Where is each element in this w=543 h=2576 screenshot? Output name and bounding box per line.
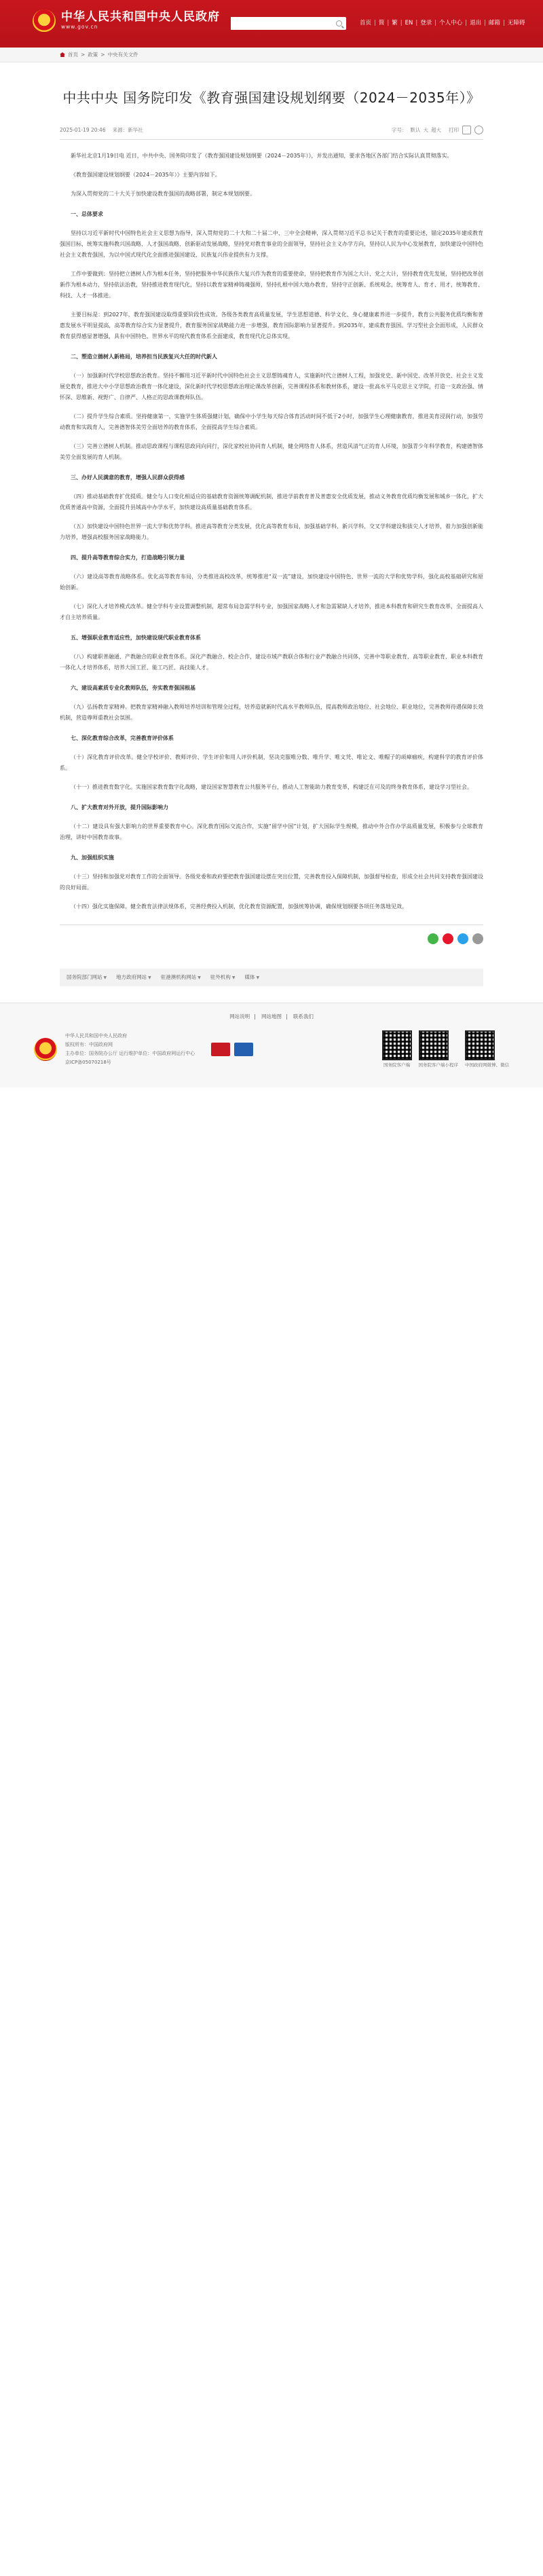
link-traditional[interactable]: 繁 bbox=[392, 20, 398, 26]
chevron-down-icon: ▼ bbox=[256, 975, 260, 980]
related-link-local-gov[interactable] bbox=[116, 973, 151, 982]
paragraph: （十一）推进教育数字化。实施国家教育数字化战略，建设国家智慧教育公共服务平台，推动人工智能助力教育变革，构建泛在可及的终身教育体系，建设学习型社会。 bbox=[71, 784, 472, 790]
qr-app bbox=[382, 1030, 412, 1068]
gov-verify-badge-icon[interactable] bbox=[234, 1043, 253, 1056]
separator: | bbox=[400, 20, 402, 26]
qr-miniprogram bbox=[419, 1030, 459, 1068]
link-home[interactable]: 首页 bbox=[360, 20, 372, 26]
related-link-label: 媒体 bbox=[244, 974, 255, 980]
footer-org: 中华人民共和国中央人民政府 bbox=[65, 1032, 127, 1039]
weibo-icon[interactable] bbox=[443, 933, 453, 944]
footer-links: 网站说明 | 网站地图 | 联系我们 bbox=[229, 1013, 314, 1020]
footer-main bbox=[34, 1030, 509, 1068]
search-icon[interactable] bbox=[336, 20, 342, 26]
link-accessibility[interactable]: 无障碍 bbox=[507, 20, 525, 26]
paragraph: （七）深化人才培养模式改革。健全学科专业设置调整机制，超常布局急需学科专业，加强国家战略人才和急需紧缺人才培养，推进本科教育和研究生教育改革，全面提高人才自主培养质量。 bbox=[60, 603, 483, 620]
section-heading: 三、办好人民满意的教育，增强人民群众获得感 bbox=[71, 474, 185, 481]
related-link-ministries[interactable] bbox=[67, 973, 107, 982]
chevron-down-icon: ▼ bbox=[231, 975, 236, 980]
footer-icp[interactable]: 京ICP备05070218号 bbox=[65, 1060, 111, 1066]
qr-code-icon bbox=[382, 1030, 412, 1060]
site-title: 中华人民共和国中央人民政府 bbox=[61, 10, 220, 24]
paragraph: 工作中要做到：坚持把立德树人作为根本任务，坚持把服务中华民族伟大复兴作为教育的重要使命，坚持把教育作为国之大计、党之大计，坚持教育优先发展，坚持把改革创新作为根本动力，坚持依法治教，坚持推进教育现代化，坚持以教育家精神铸魂强师，坚持扎根中国大地办教育，坚持守正创新、系统观念，统筹育人、育才、用才，统筹教育、科技、人才一体推进。 bbox=[60, 271, 483, 299]
qr-code-icon bbox=[465, 1030, 495, 1060]
breadcrumb bbox=[0, 48, 543, 62]
separator: | bbox=[484, 20, 486, 26]
breadcrumb-separator: > bbox=[100, 51, 105, 58]
paragraph: 新华社北京1月19日电 近日，中共中央、国务院印发了《教育强国建设规划纲要（2024－2035年）》，并发出通知，要求各地区各部门结合实际认真贯彻落实。 bbox=[71, 153, 453, 159]
related-link-label: 国务院部门网站 bbox=[67, 974, 102, 980]
article-title: 中共中央 国务院印发《教育强国建设规划纲要（2024－2035年）》 bbox=[62, 90, 481, 106]
publish-date: 2025-01-19 20:46 bbox=[60, 126, 106, 133]
separator: | bbox=[465, 20, 468, 26]
section-heading: 五、增强职业教育适应性，加快建设现代职业教育体系 bbox=[71, 635, 201, 641]
breadcrumb-home[interactable]: 首页 bbox=[68, 51, 78, 58]
print-label[interactable]: 打印 bbox=[449, 126, 459, 133]
paragraph: （九）弘扬教育家精神。把教育家精神融入教师培养培训和管理全过程，培养造就新时代高水平教师队伍，提高教师政治地位、社会地位、职业地位，完善教师待遇保障长效机制，营造尊师重教社会氛围。 bbox=[60, 704, 483, 721]
chevron-down-icon: ▼ bbox=[198, 975, 201, 980]
share-bar bbox=[60, 925, 483, 944]
paragraph: （二）提升学生综合素质。坚持健康第一，实施学生体质强健计划，确保中小学生每天综合体育活动时间不低于2小时，加强学生心理健康教育，推进美育浸润行动，加强劳动教育和实践育人，完善德智体美劳全面培养的教育体系，全面提高学生综合素质。 bbox=[60, 413, 483, 430]
paragraph: （十四）强化实施保障。健全教育法律法规体系，完善经费投入机制，优化教育资源配置，加强统筹协调，确保规划纲要各项任务落地见效。 bbox=[71, 903, 407, 910]
footer-badges bbox=[211, 1043, 253, 1056]
paragraph: （十二）建设具有强大影响力的世界重要教育中心。深化教育国际交流合作，实施“留学中国”计划，扩大国际学生规模，推动中外合作办学高质量发展，积极参与全球教育治理，讲好中国教育故事。 bbox=[60, 823, 483, 840]
footer-link-sitemap[interactable]: 网站地图 bbox=[261, 1013, 282, 1020]
copy-link-icon[interactable] bbox=[472, 933, 483, 944]
article bbox=[60, 62, 483, 912]
national-emblem-icon bbox=[33, 10, 56, 33]
breadcrumb-separator: > bbox=[81, 51, 86, 58]
wechat-icon[interactable] bbox=[428, 933, 438, 944]
separator: | bbox=[374, 20, 376, 26]
source-value: 新华社 bbox=[128, 126, 143, 133]
paragraph: （三）完善立德树人机制。推动思政课程与课程思政同向同行，深化家校社协同育人机制，健全网络育人体系，营造风清气正的育人环境，加强青少年科学教育，构建德智体美劳全面发展的育人机制。 bbox=[60, 443, 483, 460]
paragraph: （六）建设高等教育战略体系。优化高等教育布局，分类推进高校改革，统筹推进“双一流”建设，加快建设中国特色、世界一流的大学和优势学科，强化高校基础研究和原始创新。 bbox=[60, 574, 483, 591]
paragraph: 主要目标是：到2027年，教育强国建设取得重要阶段性成效。各级各类教育高质量发展，学生思想道德、科学文化、身心健康素养进一步提升，教育公共服务优质均衡和普惠发展水平明显提高，高等教育综合实力显著提升，教育服务国家战略能力进一步增强，教育国际影响力显著提升。到2035年，建成教育强国。学习型社会全面形成，人民群众教育获得感显著增强，具有中国特色、世界水平的现代教育体系全面建成，教育现代化总体实现。 bbox=[60, 312, 483, 339]
site-header bbox=[0, 0, 543, 48]
qr-social bbox=[465, 1030, 509, 1068]
paragraph: （八）构建职普融通、产教融合的职业教育体系。深化产教融合、校企合作，建设市域产教联合体和行业产教融合共同体，完善中等职业教育、高等职业教育、职业本科教育一体化人才培养体系，培养大国工匠、能工巧匠、高技能人才。 bbox=[60, 654, 483, 671]
site-footer bbox=[0, 1003, 543, 1087]
search-input[interactable] bbox=[231, 17, 329, 30]
section-heading: 一、总体要求 bbox=[71, 211, 103, 217]
qr-codes bbox=[382, 1030, 510, 1068]
qr-code-icon bbox=[419, 1030, 449, 1060]
source-label: 来源： bbox=[112, 126, 128, 133]
article-meta bbox=[60, 126, 483, 140]
related-link-hk-macao[interactable] bbox=[161, 973, 201, 982]
footer-link-about[interactable]: 网站说明 bbox=[229, 1013, 250, 1020]
paragraph: （十三）坚持和加强党对教育工作的全面领导。各级党委和政府要把教育强国建设摆在突出位置，完善教育投入保障机制，加强督导检查，形成全社会共同支持教育强国建设的良好局面。 bbox=[60, 874, 483, 891]
qq-icon[interactable] bbox=[457, 933, 468, 944]
footer-link-contact[interactable]: 联系我们 bbox=[293, 1013, 314, 1020]
link-english[interactable]: EN bbox=[405, 20, 413, 26]
related-link-label: 驻外机构 bbox=[210, 974, 231, 980]
font-size-default[interactable]: 默认 bbox=[410, 126, 421, 133]
home-icon bbox=[60, 52, 65, 57]
section-heading: 九、加强组织实施 bbox=[71, 855, 114, 861]
qr-label: 中国政府网微博、微信 bbox=[465, 1062, 509, 1068]
national-emblem-icon bbox=[34, 1038, 57, 1061]
paragraph: 《教育强国建设规划纲要（2024－2035年）》主要内容如下。 bbox=[71, 172, 221, 178]
paragraph: （一）加强新时代学校思想政治教育。坚持不懈用习近平新时代中国特色社会主义思想铸魂育人，实施新时代立德树人工程，加强党史、新中国史、改革开放史、社会主义发展史教育，推进大中小学思想政治教育一体化建设，深化新时代学校思想政治理论课改革创新，完善课程体系和教材体系，建设一批高水平马克思主义学院，打造一支政治强、情怀深、思维新、视野广、自律严、人格正的思政课教师队伍。 bbox=[60, 373, 483, 400]
separator: | bbox=[387, 20, 390, 26]
footer-sponsor: 主办单位：国务院办公厅 运行维护单位：中国政府网运行中心 bbox=[65, 1051, 195, 1057]
print-icon[interactable] bbox=[462, 126, 471, 134]
share-icon[interactable] bbox=[474, 126, 483, 134]
paragraph: （十）深化教育评价改革。健全学校评价、教师评价、学生评价和用人评价机制，坚决克服唯分数、唯升学、唯文凭、唯论文、唯帽子的顽瘴痼疾，构建科学的教育评价体系。 bbox=[60, 754, 483, 771]
section-heading: 二、塑造立德树人新格局，培养担当民族复兴大任的时代新人 bbox=[71, 354, 217, 360]
breadcrumb-policy[interactable]: 政策 bbox=[88, 51, 98, 58]
paragraph: 为深入贯彻党的二十大关于加快建设教育强国的战略部署，制定本规划纲要。 bbox=[71, 191, 255, 197]
related-link-label: 驻港澳机构网站 bbox=[160, 974, 197, 980]
footer-info bbox=[65, 1032, 195, 1068]
separator: | bbox=[502, 20, 505, 26]
link-logout[interactable]: 退出 bbox=[470, 20, 482, 26]
section-heading: 六、建设高素质专业化教师队伍，夯实教育强国根基 bbox=[71, 685, 195, 691]
link-login[interactable]: 登录 bbox=[420, 20, 432, 26]
search-box bbox=[231, 17, 346, 30]
related-link-overseas[interactable] bbox=[210, 973, 236, 982]
site-brand[interactable] bbox=[33, 10, 220, 33]
section-heading: 四、提升高等教育综合实力，打造战略引领力量 bbox=[71, 555, 185, 561]
font-size-xlarge[interactable]: 超大 bbox=[431, 126, 441, 133]
separator: | bbox=[434, 20, 437, 26]
top-links bbox=[360, 19, 525, 29]
article-tools bbox=[392, 126, 483, 134]
font-size-large[interactable]: 大 bbox=[423, 126, 428, 133]
breadcrumb-current[interactable]: 中央有关文件 bbox=[107, 51, 138, 58]
paragraph: （五）加快建设中国特色世界一流大学和优势学科。推进高等教育分类发展，优化高等教育布局，加强基础学科、新兴学科、交叉学科建设和拔尖人才培养，着力加强创新能力培养，增强高校服务国家战略能力。 bbox=[60, 523, 483, 540]
section-heading: 八、扩大教育对外开放，提升国际影响力 bbox=[71, 804, 168, 810]
footer-copyright: 版权所有：中国政府网 bbox=[65, 1041, 113, 1047]
link-simplified[interactable]: 简 bbox=[378, 20, 385, 26]
separator: | bbox=[415, 20, 418, 26]
related-links-bar bbox=[60, 969, 483, 986]
party-gov-badge-icon[interactable] bbox=[211, 1043, 230, 1056]
qr-label: 国务院客户端小程序 bbox=[418, 1062, 458, 1068]
section-heading: 七、深化教育综合改革，完善教育评价体系 bbox=[71, 735, 174, 741]
link-mail[interactable]: 邮箱 bbox=[488, 20, 500, 26]
related-link-label: 地方政府网站 bbox=[116, 974, 147, 980]
chevron-down-icon: ▼ bbox=[148, 975, 151, 980]
font-size-label: 字号： bbox=[392, 126, 407, 133]
paragraph: （四）推动基础教育扩优提质。健全与人口变化相适应的基础教育资源统筹调配机制，推进学前教育普及普惠安全优质发展，推动义务教育优质均衡发展和城乡一体化，扩大优质普通高中资源，全面提升县域高中办学水平，加快建设高质量基础教育体系。 bbox=[60, 493, 483, 510]
article-source bbox=[113, 126, 143, 134]
link-personal-center[interactable]: 个人中心 bbox=[439, 20, 463, 26]
font-size-options bbox=[411, 126, 442, 134]
related-link-media[interactable] bbox=[245, 973, 260, 982]
article-body bbox=[60, 140, 483, 912]
paragraph: 坚持以习近平新时代中国特色社会主义思想为指导，深入贯彻党的二十大和二十届二中、三中全会精神，深入贯彻习近平总书记关于教育的重要论述，锚定2035年建成教育强国目标，统筹实施科教兴国战略、人才强国战略、创新驱动发展战略，坚持党对教育事业的全面领导，坚持社会主义办学方向，坚持以人民为中心发展教育，加快建设中国特色社会主义教育强国，为以中国式现代化全面推进强国建设、民族复兴伟业提供有力支撑。 bbox=[60, 230, 483, 258]
site-url: www.gov.cn bbox=[61, 24, 98, 31]
qr-label: 国务院客户端 bbox=[383, 1062, 410, 1068]
chevron-down-icon: ▼ bbox=[103, 975, 107, 980]
